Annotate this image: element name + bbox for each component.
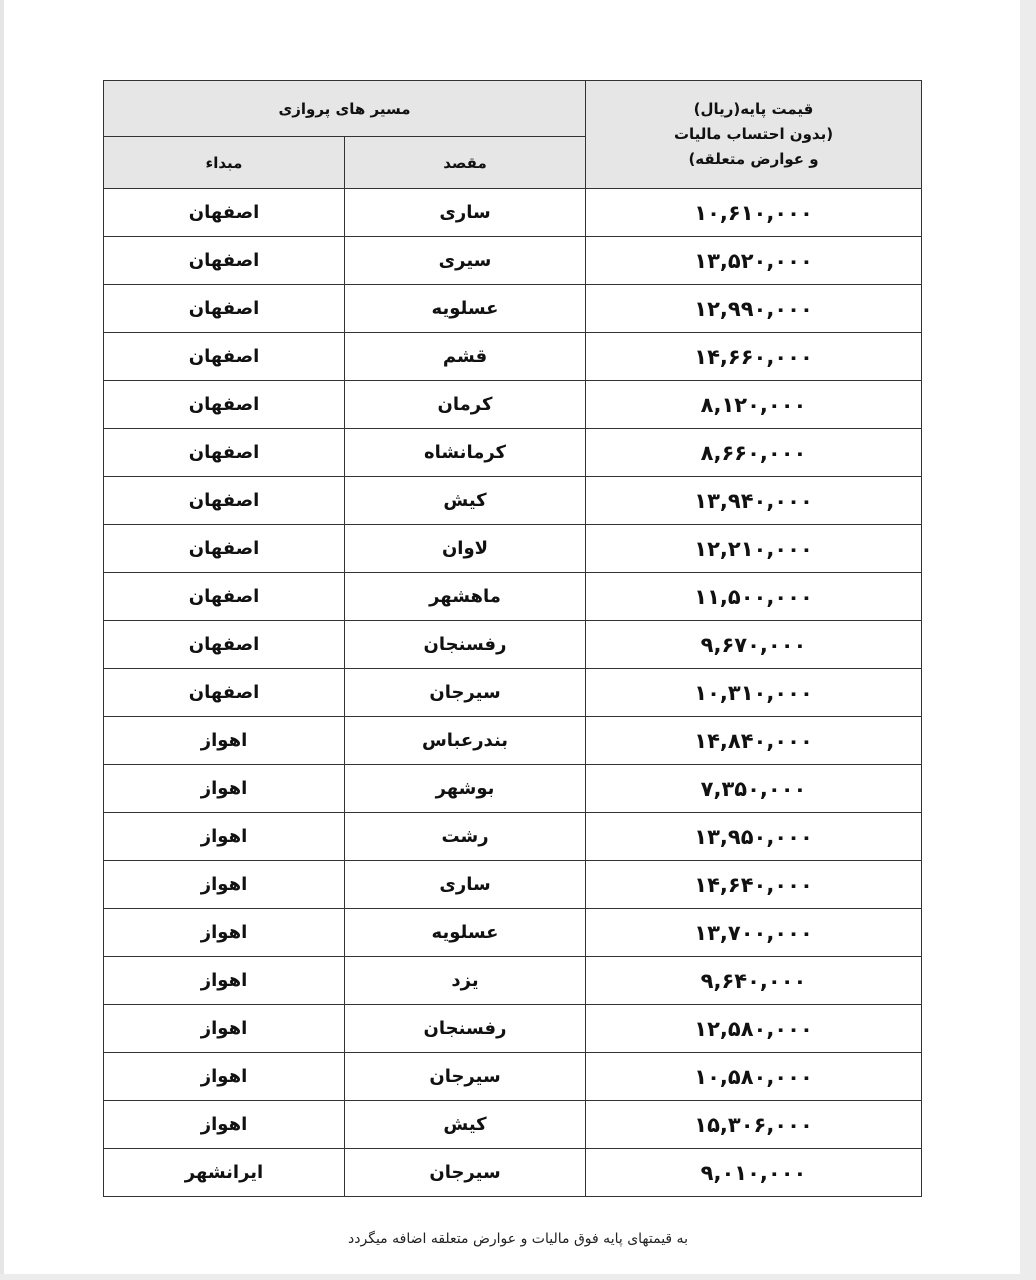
origin-cell: اهواز [104, 1101, 345, 1149]
destination-cell: کیش [345, 477, 586, 525]
table-row [104, 957, 922, 1005]
destination-cell: سیرجان [345, 669, 586, 717]
destination-cell: بوشهر [345, 765, 586, 813]
origin-cell: اصفهان [104, 189, 345, 237]
destination-cell: یزد [345, 957, 586, 1005]
destination-cell: ساری [345, 861, 586, 909]
price-cell: ۱۵,۳۰۶,۰۰۰ [586, 1101, 922, 1149]
destination-cell: کرمان [345, 381, 586, 429]
price-cell: ۹,۰۱۰,۰۰۰ [586, 1149, 922, 1197]
destination-cell: رفسنجان [345, 1005, 586, 1053]
table-row [104, 717, 922, 765]
origin-cell: اصفهان [104, 621, 345, 669]
price-cell: ۹,۶۷۰,۰۰۰ [586, 621, 922, 669]
price-cell: ۱۴,۶۴۰,۰۰۰ [586, 861, 922, 909]
price-cell: ۹,۶۴۰,۰۰۰ [586, 957, 922, 1005]
origin-cell: اهواز [104, 813, 345, 861]
origin-cell: اصفهان [104, 237, 345, 285]
table-row [104, 285, 922, 333]
table-row [104, 621, 922, 669]
table-row [104, 525, 922, 573]
destination-cell: رشت [345, 813, 586, 861]
price-header-line: قیمت پایه(ریال) [693, 100, 814, 118]
origin-cell: اصفهان [104, 669, 345, 717]
price-cell: ۱۴,۸۴۰,۰۰۰ [586, 717, 922, 765]
destination-cell: لاوان [345, 525, 586, 573]
destination-cell: عسلویه [345, 285, 586, 333]
origin-cell: اهواز [104, 1053, 345, 1101]
table-row [104, 909, 922, 957]
origin-cell: اصفهان [104, 333, 345, 381]
table-row [104, 189, 922, 237]
origin-cell: اصفهان [104, 381, 345, 429]
price-cell: ۱۰,۵۸۰,۰۰۰ [586, 1053, 922, 1101]
price-cell: ۱۰,۶۱۰,۰۰۰ [586, 189, 922, 237]
origin-cell: اصفهان [104, 285, 345, 333]
page-edge-right [1020, 0, 1036, 1280]
price-cell: ۸,۱۲۰,۰۰۰ [586, 381, 922, 429]
origin-cell: ایرانشهر [104, 1149, 345, 1197]
table-row [104, 1101, 922, 1149]
origin-cell: اصفهان [104, 525, 345, 573]
price-cell: ۱۳,۷۰۰,۰۰۰ [586, 909, 922, 957]
table-row [104, 429, 922, 477]
fare-rows [104, 189, 922, 1197]
table-row [104, 813, 922, 861]
footnote: به قیمتهای پایه فوق مالیات و عوارض متعلقه اضافه میگردد [348, 1231, 688, 1247]
price-cell: ۱۳,۵۲۰,۰۰۰ [586, 237, 922, 285]
price-cell: ۱۳,۹۴۰,۰۰۰ [586, 477, 922, 525]
page-edge-bottom [0, 1274, 1036, 1280]
origin-cell: اهواز [104, 1005, 345, 1053]
destination-cell: سیرجان [345, 1053, 586, 1101]
table-row [104, 477, 922, 525]
destination-header: مقصد [345, 137, 586, 189]
table-row [104, 861, 922, 909]
origin-cell: اهواز [104, 957, 345, 1005]
price-cell: ۷,۳۵۰,۰۰۰ [586, 765, 922, 813]
price-header-line: (بدون احتساب مالیات [673, 125, 834, 143]
destination-cell: بندرعباس [345, 717, 586, 765]
price-cell: ۱۱,۵۰۰,۰۰۰ [586, 573, 922, 621]
origin-header: مبداء [104, 137, 345, 189]
price-cell: ۱۲,۹۹۰,۰۰۰ [586, 285, 922, 333]
origin-cell: اصفهان [104, 477, 345, 525]
origin-cell: اهواز [104, 909, 345, 957]
price-cell: ۱۴,۶۶۰,۰۰۰ [586, 333, 922, 381]
price-cell: ۱۰,۳۱۰,۰۰۰ [586, 669, 922, 717]
table-row [104, 573, 922, 621]
fare-table [103, 80, 922, 1197]
destination-cell: کیش [345, 1101, 586, 1149]
table-row [104, 237, 922, 285]
destination-cell: سیری [345, 237, 586, 285]
price-header [586, 81, 922, 189]
origin-cell: اهواز [104, 765, 345, 813]
table-row [104, 381, 922, 429]
price-cell: ۱۲,۲۱۰,۰۰۰ [586, 525, 922, 573]
destination-cell: قشم [345, 333, 586, 381]
destination-cell: رفسنجان [345, 621, 586, 669]
table-row [104, 333, 922, 381]
destination-cell: کرمانشاه [345, 429, 586, 477]
origin-cell: اصفهان [104, 429, 345, 477]
destination-cell: عسلویه [345, 909, 586, 957]
price-cell: ۱۲,۵۸۰,۰۰۰ [586, 1005, 922, 1053]
origin-cell: اهواز [104, 861, 345, 909]
price-cell: ۱۳,۹۵۰,۰۰۰ [586, 813, 922, 861]
table-row [104, 1005, 922, 1053]
origin-cell: اهواز [104, 717, 345, 765]
table-row [104, 669, 922, 717]
destination-cell: ساری [345, 189, 586, 237]
routes-header: مسیر های پروازی [104, 81, 586, 137]
page-edge-left [0, 0, 4, 1280]
destination-cell: سیرجان [345, 1149, 586, 1197]
table-row [104, 1053, 922, 1101]
table-row [104, 1149, 922, 1197]
table-row [104, 765, 922, 813]
origin-cell: اصفهان [104, 573, 345, 621]
price-cell: ۸,۶۶۰,۰۰۰ [586, 429, 922, 477]
price-header-line: و عوارض متعلقه) [688, 150, 819, 168]
destination-cell: ماهشهر [345, 573, 586, 621]
